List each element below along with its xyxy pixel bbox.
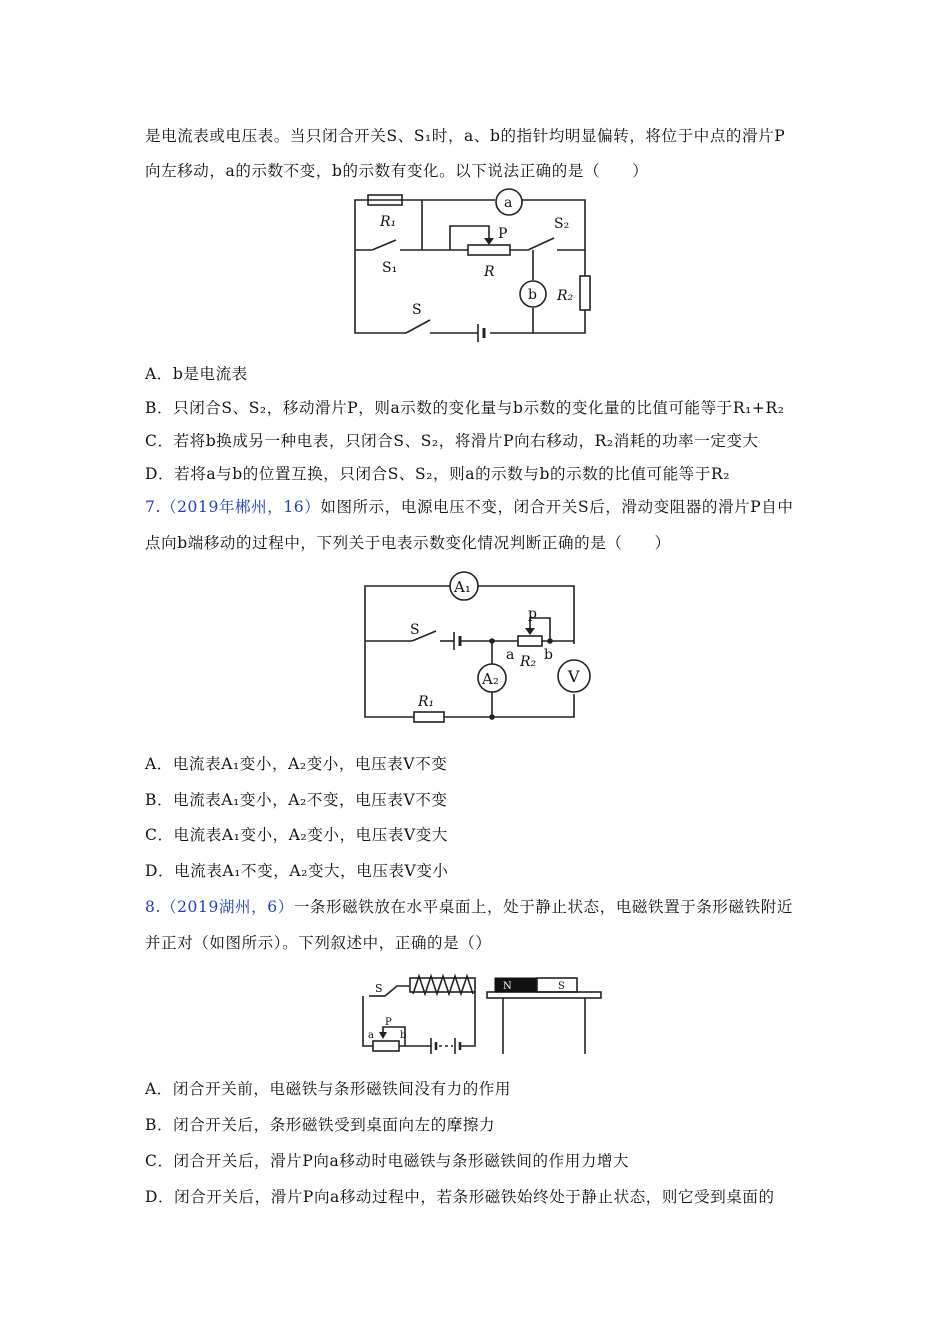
q8-label-n: N (503, 981, 512, 992)
q6-label-r1: R₁ (380, 214, 397, 230)
q8-option-a: A．闭合开关前，电磁铁与条形磁铁间没有力的作用 (145, 1080, 511, 1098)
q8-label-p: P (385, 1017, 392, 1028)
q7-label-r2: R₂ (520, 654, 537, 670)
q7-label-r1: R₁ (418, 694, 435, 710)
q7-circuit-diagram (360, 566, 595, 721)
q6-circuit-diagram (350, 188, 600, 348)
q7-label-a2: A₂ (482, 670, 499, 688)
q8-magnet-n-pole (495, 978, 537, 992)
q6-resistor-r2 (580, 276, 590, 310)
q8-label-a: a (368, 1030, 374, 1041)
q8-label-s: S (375, 982, 383, 995)
q6-wire-right-bottom (490, 310, 585, 333)
q6-switch-s1 (372, 240, 396, 250)
q8-option-b: B．闭合开关后，条形磁铁受到桌面向左的摩擦力 (145, 1116, 496, 1134)
q8-option-d: D．闭合开关后，滑片P向a移动过程中，若条形磁铁始终处于静止状态，则它受到桌面的 (145, 1188, 775, 1206)
q8-option-c: C．闭合开关后，滑片P向a移动时电磁铁与条形磁铁间的作用力增大 (145, 1152, 630, 1170)
q8-electromagnet-diagram (355, 972, 605, 1057)
q6-option-a: A．b是电流表 (145, 365, 248, 383)
q7-label-b: b (544, 647, 553, 663)
q7-label-a: a (506, 647, 515, 663)
q6-option-c: C．若将b换成另一种电表，只闭合S、S₂，将滑片P向右移动，R₂消耗的功率一定变大 (145, 432, 759, 450)
q6-switch-s2 (528, 238, 554, 250)
q7-stem-text: 如图所示，电源电压不变，闭合开关S后，滑动变阻器的滑片P自中 (320, 498, 794, 516)
q6-stem-line-1: 是电流表或电压表。当只闭合开关S、S₁时，a、b的指针均明显偏转，将位于中点的滑片P (145, 127, 786, 145)
q6-label-p: P (498, 226, 508, 242)
q6-slider-p (484, 238, 494, 245)
q6-label-s: S (412, 302, 422, 318)
q8-table-top (487, 992, 601, 998)
q7-option-b: B．电流表A₁变小，A₂不变，电压表V不变 (145, 791, 448, 809)
q7-wire-top-left (365, 586, 450, 641)
q7-junction-bottom (489, 714, 495, 720)
q7-number: 7. (145, 498, 161, 516)
q6-slider-arm (450, 226, 489, 250)
q7-wire-bottom-right (444, 694, 574, 717)
q7-source: （2019年郴州，16） (161, 498, 321, 516)
q7-slider-p (525, 628, 535, 635)
q8-wire-left (385, 986, 410, 996)
q8-magnet-s-pole (537, 978, 577, 992)
q7-resistor-r1 (414, 712, 444, 722)
q6-label-a: a (504, 195, 513, 211)
q6-switch-s (406, 320, 430, 333)
q7-stem-line-2: 点向b端移动的过程中，下列关于电表示数变化情况判断正确的是（ ） (145, 534, 671, 552)
q6-label-b: b (528, 287, 537, 303)
q6-label-s1: S₁ (382, 260, 398, 276)
q7-wire-left-bottom (365, 641, 414, 717)
q7-label-v: V (568, 667, 580, 686)
q7-option-c: C．电流表A₁变小，A₂变小，电压表V变大 (145, 826, 448, 844)
q8-stem-line-2: 并正对（如图所示）。下列叙述中，正确的是（） (145, 934, 492, 952)
q7-option-a: A．电流表A₁变小，A₂变小，电压表V不变 (145, 755, 448, 773)
q8-label-s-magnet: S (558, 981, 565, 992)
q8-source: （2019湖州，6） (161, 898, 294, 916)
q6-stem-line-2: 向左移动，a的示数不变，b的示数有变化。以下说法正确的是（ ） (145, 162, 649, 180)
q8-stem-text: 一条形磁铁放在水平桌面上，处于静止状态，电磁铁置于条形磁铁附近 (293, 898, 793, 916)
q8-stem-line-1 (145, 895, 793, 917)
q8-number: 8. (145, 898, 161, 916)
q8-rheostat (373, 1041, 399, 1051)
q7-label-s: S (410, 622, 420, 638)
q8-slider-p (379, 1032, 387, 1039)
q7-junction-right (547, 638, 553, 644)
q6-wire-left (355, 200, 495, 283)
q7-option-d: D．电流表A₁不变，A₂变大，电压表V变小 (145, 862, 449, 880)
q7-label-p: p (528, 606, 537, 622)
q6-option-d: D．若将a与b的位置互换，只闭合S、S₂，则a的示数与b的示数的比值可能等于R₂ (145, 465, 731, 483)
q6-label-r: R (484, 264, 495, 280)
q6-wire-bottom-left (355, 283, 406, 333)
q6-rheostat-r (468, 245, 510, 255)
q6-label-s2: S₂ (554, 216, 570, 232)
q8-wire-right (460, 992, 475, 1046)
q7-stem-line-1 (145, 495, 793, 517)
q8-label-b: b (400, 1030, 407, 1041)
q6-option-b: B．只闭合S、S₂，移动滑片P，则a示数的变化量与b示数的变化量的比值可能等于R₁+R₂ (145, 399, 785, 417)
q7-label-a1: A₁ (454, 578, 471, 596)
q6-label-r2: R₂ (557, 288, 574, 304)
q7-rheostat-r2 (518, 636, 542, 646)
